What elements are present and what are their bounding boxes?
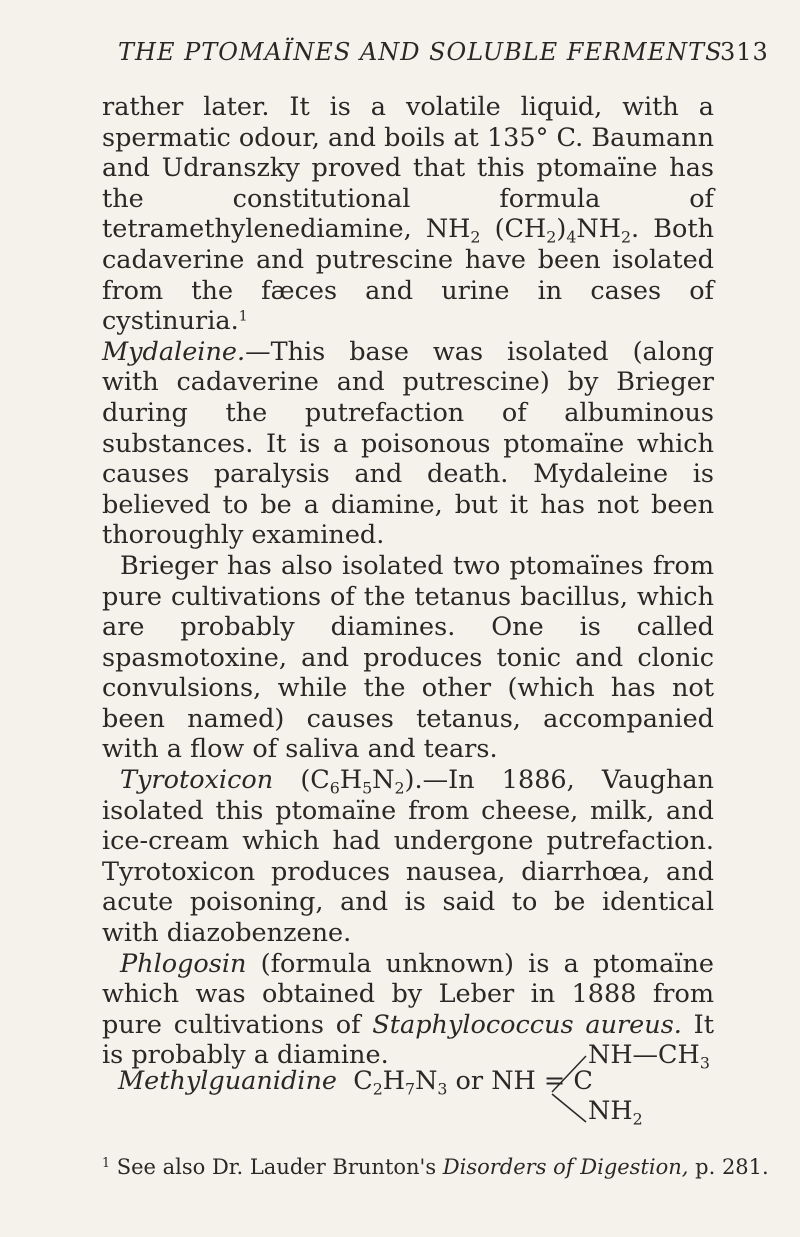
- upper-bond-line: [552, 1056, 586, 1092]
- paragraph-mydaleine: [102, 337, 714, 551]
- footnote: [102, 1155, 769, 1179]
- formula-text: N: [372, 765, 395, 796]
- paragraph-text: (CH: [480, 214, 547, 245]
- formula-upper-group: [588, 1040, 710, 1073]
- footnote-text: See also Dr. Lauder Brunton's: [110, 1155, 443, 1179]
- paragraph-text: —This base was isolated (along with cadaverine and putrescine) by Brieger during the putrefaction of albuminous substances. It is a poisonous ptomaïne which causes paralysis and death. Mydaleine is believed to be a diamine, but it has not been thoroughly examined.: [102, 336, 714, 551]
- paragraph-text: Brieger has also isolated two ptomaïnes from pure cultivations of the tetanus bacillus, which are probably diamines. One is called spasmotoxine, and produces tonic and clonic convulsions, while the other (which has not been named) causes tetanus, accompanied with a flow of saliva and tears.: [102, 550, 714, 765]
- subscript: 2: [470, 227, 481, 247]
- paragraph-text: NH: [576, 214, 621, 245]
- formula-name: Methylguanidine: [118, 1066, 337, 1096]
- paragraph-continuation: [102, 92, 714, 337]
- paragraph-tyrotoxicon: [102, 765, 714, 949]
- page-number: 313: [720, 38, 769, 66]
- term-tyrotoxicon: Tyrotoxicon: [120, 765, 274, 796]
- running-header: [118, 38, 769, 66]
- formula-main-line: [118, 1066, 593, 1099]
- subscript: 6: [329, 778, 340, 798]
- formula-text: or NH = C: [447, 1066, 593, 1096]
- subscript: 2: [394, 778, 405, 798]
- formula-text: C: [353, 1066, 373, 1096]
- formula-text: H: [339, 765, 363, 796]
- species-name: Staphylococcus aureus.: [372, 1009, 682, 1040]
- formula-text: H: [382, 1066, 406, 1096]
- subscript: 3: [437, 1079, 448, 1099]
- paragraph-brieger: [102, 551, 714, 765]
- footnote-title: Disorders of Digestion,: [442, 1155, 689, 1179]
- paragraph-text: (formula unknown) is a ptomaïne which was obtained by Leber in 1888 from pure cultivations of: [102, 948, 714, 1040]
- subscript: 2: [632, 1109, 643, 1129]
- subscript: 2: [372, 1079, 383, 1099]
- formula-text: NH: [588, 1096, 633, 1126]
- subscript: 2: [620, 227, 631, 247]
- formula-lower-group: [588, 1096, 643, 1129]
- term-phlogosin: Phlogosin: [120, 948, 247, 979]
- formula-text: (C: [273, 765, 330, 796]
- footnote-reference[interactable]: 1: [238, 308, 248, 325]
- bond-lines: [546, 1050, 590, 1130]
- paragraph-text: ): [556, 214, 567, 245]
- footnote-marker: 1: [102, 1155, 111, 1171]
- paragraph-text: rather later. It is a volatile liquid, with a spermatic odour, and boils at 135° C. Baumann and Udranszky proved that this ptomaïne has the constitutional formula of tetramethylenediamine, NH: [102, 92, 714, 245]
- term-mydaleine: Mydaleine.: [102, 336, 246, 367]
- subscript: 2: [546, 227, 557, 247]
- lower-bond-line: [552, 1094, 586, 1122]
- formula-text: NH—CH: [588, 1040, 700, 1070]
- paragraph-text: It is probably a diamine.: [102, 1009, 714, 1071]
- methylguanidine-formula: [118, 1040, 738, 1140]
- subscript: 3: [699, 1053, 710, 1073]
- subscript: 5: [362, 778, 373, 798]
- subscript: 7: [405, 1079, 416, 1099]
- paragraph-text: ).—In 1886, Vaughan isolated this ptomaïne from cheese, milk, and ice-cream which had undergone putrefaction. Tyrotoxicon produces nausea, diarrhœa, and acute poisoning, and is said to be identical with diazobenzene.: [102, 765, 714, 949]
- footnote-text: p. 281.: [688, 1155, 769, 1179]
- header-title: THE PTOMAÏNES AND SOLUBLE FERMENTS: [118, 38, 723, 66]
- body-text: [102, 92, 714, 1071]
- formula-text: N: [415, 1066, 438, 1096]
- subscript: 4: [566, 227, 577, 247]
- paragraph-text: . Both cadaverine and putrescine have been isolated from the fæces and urine in cases of cystinuria.: [102, 214, 714, 337]
